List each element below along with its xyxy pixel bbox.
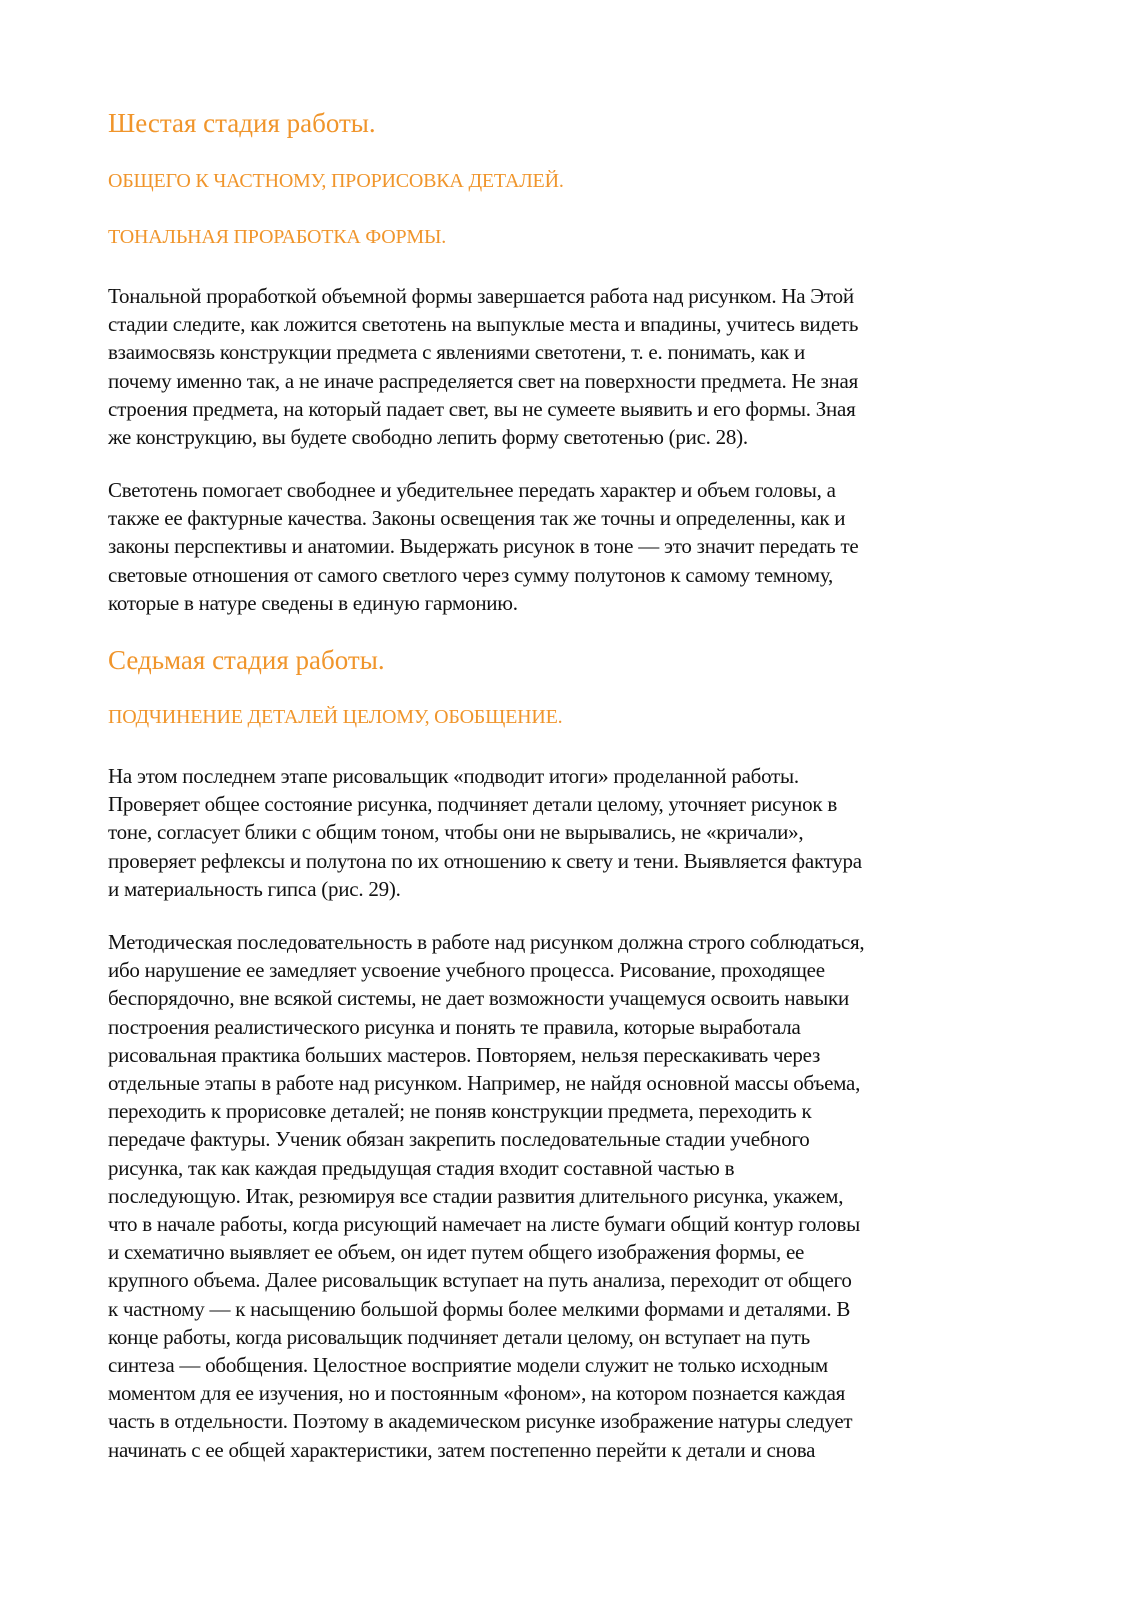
text-line: беспорядочно, вне всякой системы, не дает возможности учащемуся освоить навыки xyxy=(108,986,849,1011)
text-line: ибо нарушение ее замедляет усвоение учебного процесса. Рисование, проходящее xyxy=(108,958,825,983)
paragraph xyxy=(108,928,1038,1464)
text-line: крупного объема. Далее рисовальщик вступает на путь анализа, переходит от общего xyxy=(108,1268,852,1293)
text-line: и схематично выявляет ее объем, он идет путем общего изображения формы, ее xyxy=(108,1240,805,1265)
section-subtitle: ТОНАЛЬНАЯ ПРОРАБОТКА ФОРМЫ. xyxy=(108,226,447,248)
section-title-stage-6: Шестая стадия работы. xyxy=(108,108,376,138)
text-line: начинать с ее общей характеристики, затем постепенно перейти к детали и снова xyxy=(108,1437,816,1462)
paragraph xyxy=(108,476,1038,617)
text-line: часть в отдельности. Поэтому в академическом рисунке изображение натуры следует xyxy=(108,1409,853,1434)
paragraph xyxy=(108,762,1038,903)
text-line: строения предмета, на который падает свет, вы не сумеете выявить и его формы. Зная xyxy=(108,396,856,421)
text-line: рисунка, так как каждая предыдущая стадия входит составной частью в xyxy=(108,1155,735,1180)
section-subtitle: ОБЩЕГО К ЧАСТНОМУ, ПРОРИСОВКА ДЕТАЛЕЙ. xyxy=(108,170,564,192)
text-line: что в начале работы, когда рисующий намечает на листе бумаги общий контур головы xyxy=(108,1212,861,1237)
text-line: переходить к прорисовке деталей; не поняв конструкции предмета, переходить к xyxy=(108,1099,812,1124)
section-title-stage-7: Седьмая стадия работы. xyxy=(108,645,385,675)
text-line: же конструкцию, вы будете свободно лепить форму светотенью (рис. 28). xyxy=(108,425,748,450)
text-line: передаче фактуры. Ученик обязан закрепить последовательные стадии учебного xyxy=(108,1127,810,1152)
text-line: проверяет рефлексы и полутона по их отношению к свету и тени. Выявляется фактура xyxy=(108,848,862,873)
text-line: Методическая последовательность в работе над рисунком должна строго соблюдаться, xyxy=(108,930,865,954)
text-line: последующую. Итак, резюмируя все стадии развития длительного рисунка, укажем, xyxy=(108,1183,844,1208)
text-line: также ее фактурные качества. Законы освещения так же точны и определенны, как и xyxy=(108,506,846,531)
text-line: тоне, согласует блики с общим тоном, чтобы они не вырывались, не «кричали», xyxy=(108,820,804,845)
text-line: рисовальная практика больших мастеров. Повторяем, нельзя перескакивать через xyxy=(108,1042,821,1067)
text-line: моментом для ее изучения, но и постоянным «фоном», на котором познается каждая xyxy=(108,1381,846,1406)
text-line: и материальность гипса (рис. 29). xyxy=(108,876,401,901)
text-line: отдельные этапы в работе над рисунком. Например, не найдя основной массы объема, xyxy=(108,1071,861,1096)
text-line: световые отношения от самого светлого через сумму полутонов к самому темному, xyxy=(108,562,833,587)
text-line: взаимосвязь конструкции предмета с явлениями светотени, т. е. понимать, как и xyxy=(108,340,805,365)
text-line: к частному — к насыщению большой формы более мелкими формами и деталями. В xyxy=(108,1296,851,1321)
text-line: Проверяет общее состояние рисунка, подчиняет детали целому, уточняет рисунок в xyxy=(108,792,837,817)
text-line: Тональной проработкой объемной формы завершается работа над рисунком. На Этой xyxy=(108,284,854,308)
text-line: Светотень помогает свободнее и убедительнее передать характер и объем головы, а xyxy=(108,478,836,502)
section-subtitle: ПОДЧИНЕНИЕ ДЕТАЛЕЙ ЦЕЛОМУ, ОБОБЩЕНИЕ. xyxy=(108,706,563,728)
text-line: построения реалистического рисунка и понять те правила, которые выработала xyxy=(108,1014,801,1039)
text-line: конце работы, когда рисовальщик подчиняет детали целому, он вступает на путь xyxy=(108,1324,810,1349)
text-line: На этом последнем этапе рисовальщик «подводит итоги» проделанной работы. xyxy=(108,764,799,788)
paragraph xyxy=(108,282,1038,451)
text-line: которые в натуре сведены в единую гармонию. xyxy=(108,590,518,615)
text-line: законы перспективы и анатомии. Выдержать рисунок в тоне — это значит передать те xyxy=(108,534,859,559)
text-line: синтеза — обобщения. Целостное восприятие модели служит не только исходным xyxy=(108,1353,828,1378)
text-line: почему именно так, а не иначе распределяется свет на поверхности предмета. Не зная xyxy=(108,368,859,393)
text-line: стадии следите, как ложится светотень на выпуклые места и впадины, учитесь видеть xyxy=(108,312,859,337)
